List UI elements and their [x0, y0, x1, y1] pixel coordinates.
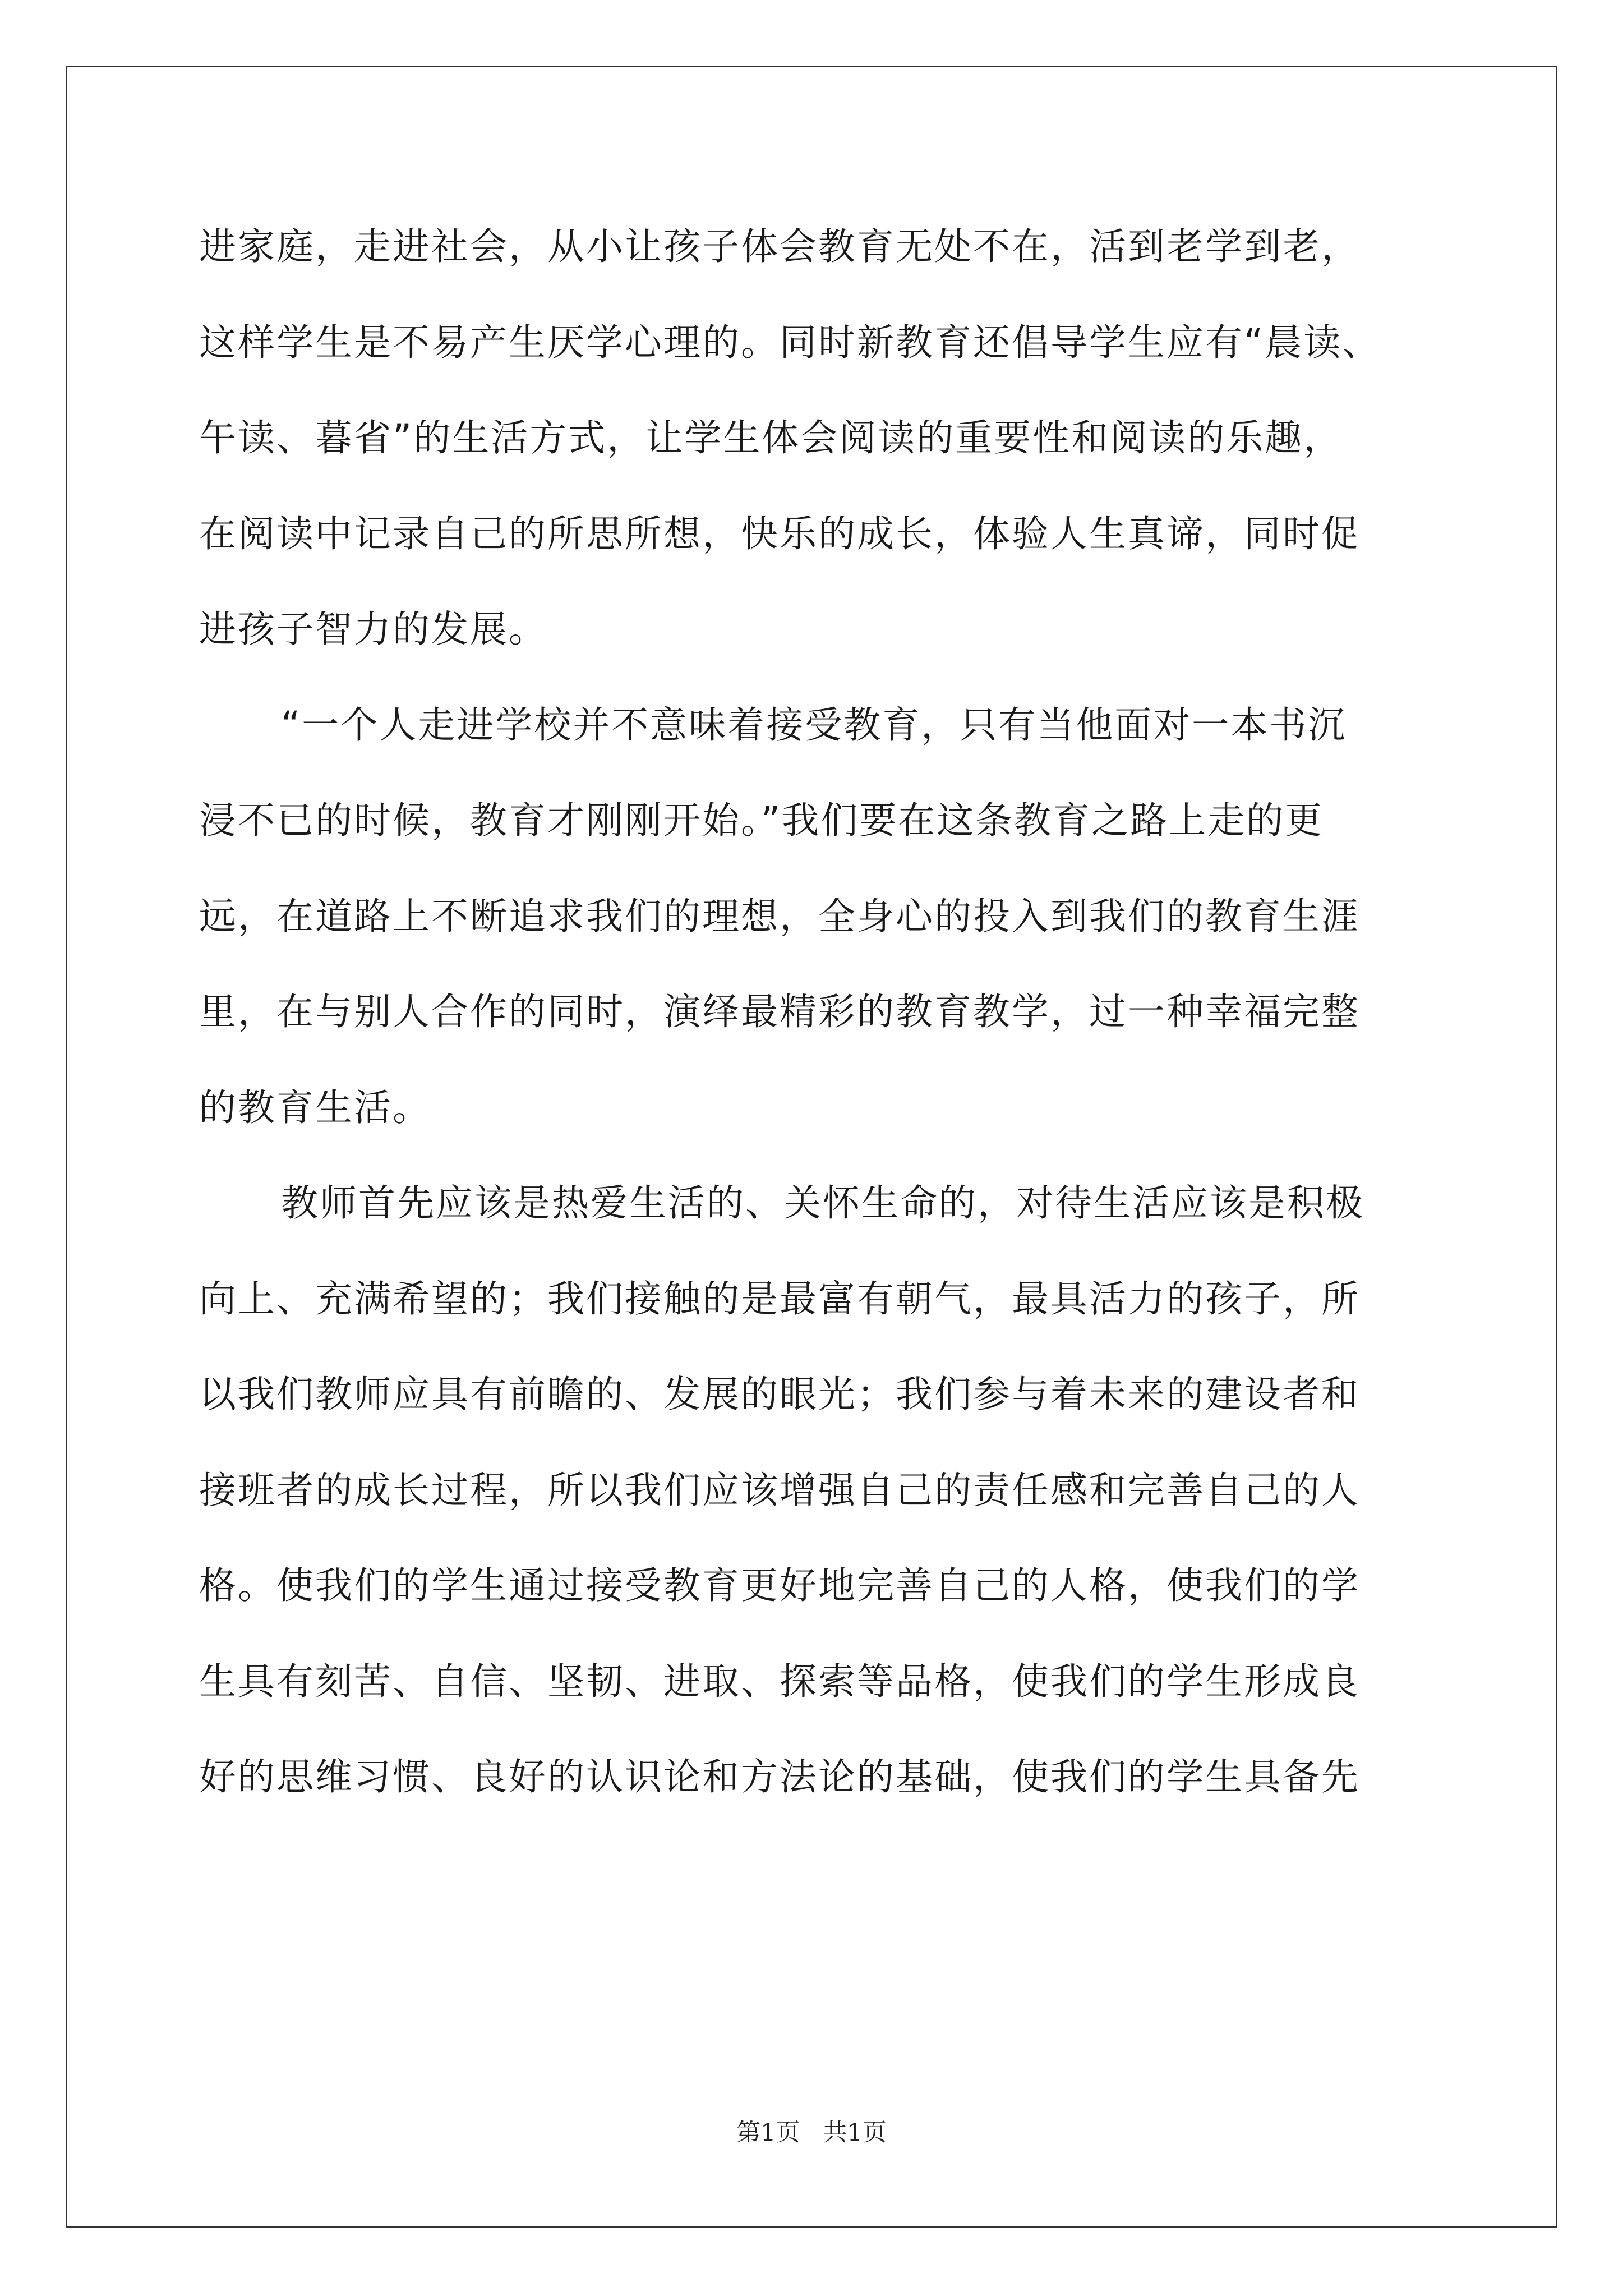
text-line: 这样学生是不易产生厌学心理的。同时新教育还倡导学生应有“晨读、 — [199, 320, 1381, 364]
page-footer: 第1页 共1页 — [736, 2119, 887, 2147]
text-line: 进孩子智力的发展。 — [199, 608, 547, 651]
text-line: 进家庭，走进社会，从小让孩子体会教育无处不在，活到老学到老， — [199, 225, 1360, 268]
text-line: 向上、充满希望的；我们接触的是最富有朝气，最具活力的孩子，所 — [199, 1277, 1360, 1320]
text-line: 浸不已的时候，教育才刚刚开始。”我们要在这条教育之路上走的更 — [199, 799, 1324, 842]
text-line: 格。使我们的学生通过接受教育更好地完善自己的人格，使我们的学 — [199, 1564, 1360, 1607]
paragraph-start-line: 教师首先应该是热爱生活的、关怀生命的，对待生活应该是积极 — [281, 1181, 1364, 1225]
text-line: 里，在与别人合作的同时，演绎最精彩的教育教学，过一种幸福完整 — [199, 990, 1360, 1033]
paragraph-start-line: “一个人走进学校并不意味着接受教育，只有当他面对一本书沉 — [281, 703, 1347, 747]
document-body — [199, 199, 1433, 1825]
text-line: 生具有刻苦、自信、坚韧、进取、探索等品格，使我们的学生形成良 — [199, 1659, 1360, 1703]
text-line: 在阅读中记录自己的所思所想，快乐的成长，体验人生真谛，同时促 — [199, 512, 1360, 555]
text-line: 以我们教师应具有前瞻的、发展的眼光；我们参与着未来的建设者和 — [199, 1373, 1360, 1416]
text-line: 午读、暮省”的生活方式，让学生体会阅读的重要性和阅读的乐趣， — [199, 416, 1343, 459]
text-line: 的教育生活。 — [199, 1085, 431, 1129]
text-line: 远，在道路上不断追求我们的理想，全身心的投入到我们的教育生涯 — [199, 894, 1360, 938]
text-line: 接班者的成长过程，所以我们应该增强自己的责任感和完善自己的人 — [199, 1468, 1360, 1512]
text-line: 好的思维习惯、良好的认识论和方法论的基础，使我们的学生具备先 — [199, 1755, 1360, 1798]
